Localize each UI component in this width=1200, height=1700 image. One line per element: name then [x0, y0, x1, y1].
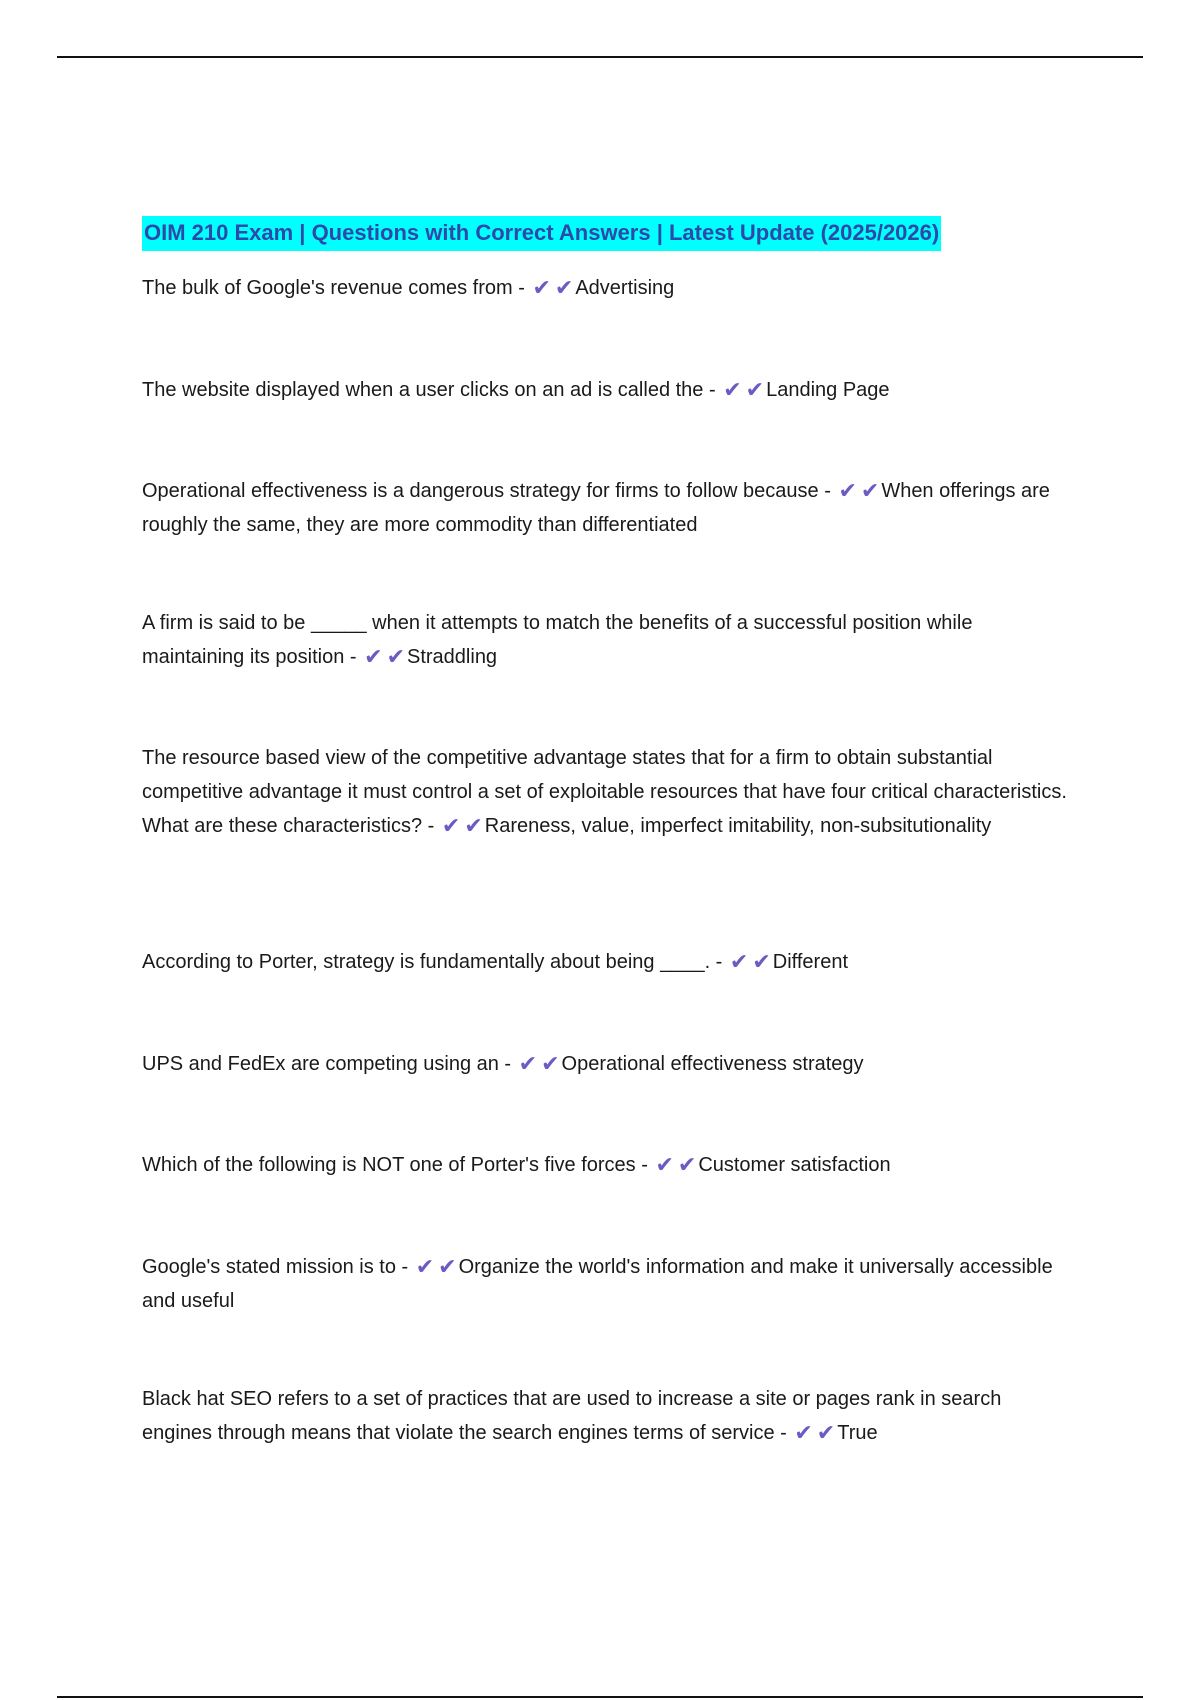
- question-text: UPS and FedEx are competing using an -: [142, 1053, 512, 1075]
- check-icon: ✔: [794, 1421, 813, 1446]
- check-icon: ✔: [838, 479, 857, 504]
- check-icon: ✔: [729, 950, 749, 975]
- check-icon: ✔: [532, 276, 551, 301]
- qa-item-6: [142, 945, 1072, 979]
- qa-item-10: [142, 1382, 1072, 1450]
- answer-text: Advertising: [575, 277, 675, 299]
- check-icon: ✔: [860, 479, 880, 504]
- qa-item-8: [142, 1148, 1072, 1182]
- check-icon: ✔: [752, 950, 771, 975]
- answer-text: True: [837, 1422, 878, 1444]
- qa-item-3: [142, 474, 1072, 542]
- qa-item-5: [142, 741, 1072, 843]
- answer-text: Straddling: [407, 646, 498, 668]
- check-icon: ✔: [386, 645, 405, 670]
- qa-item-7: [142, 1047, 1072, 1081]
- question-text: A firm is said to be _____ when it attempts to match the benefits of a successful position while maintaining its position -: [142, 612, 973, 668]
- check-icon: ✔: [464, 814, 483, 839]
- check-icon: ✔: [816, 1421, 836, 1446]
- answer-text: When offerings are roughly the same, they are more commodity than differentiated: [142, 480, 1050, 536]
- question-text: Google's stated mission is to -: [142, 1256, 409, 1278]
- document-title: OIM 210 Exam | Questions with Correct Answers | Latest Update (2025/2026): [142, 216, 941, 251]
- check-icon: ✔: [441, 814, 461, 839]
- check-icon: ✔: [541, 1052, 560, 1077]
- top-rule: [57, 56, 1143, 58]
- answer-text: Different: [772, 951, 849, 973]
- question-text: The bulk of Google's revenue comes from -: [142, 277, 525, 299]
- answer-text: Landing Page: [766, 379, 890, 401]
- question-text: Operational effectiveness is a dangerous strategy for firms to follow because -: [142, 480, 831, 502]
- check-icon: ✔: [518, 1052, 538, 1077]
- question-text: Which of the following is NOT one of Porter's five forces -: [142, 1154, 648, 1176]
- answer-text: Operational effectiveness strategy: [561, 1053, 864, 1075]
- answer-text: Rareness, value, imperfect imitability, non-subsitutionality: [484, 815, 992, 837]
- qa-item-4: [142, 606, 1072, 674]
- check-icon: ✔: [415, 1255, 435, 1280]
- answer-text: Customer satisfaction: [698, 1154, 891, 1176]
- question-text: The website displayed when a user clicks on an ad is called the -: [142, 379, 716, 401]
- question-text: Black hat SEO refers to a set of practices that are used to increase a site or pages rank in search engines through means that violate the search engines terms of service -: [142, 1388, 1002, 1444]
- check-icon: ✔: [364, 645, 383, 670]
- qa-item-1: [142, 271, 1072, 305]
- qa-item-2: [142, 373, 1072, 407]
- bottom-rule: [57, 1696, 1143, 1698]
- check-icon: ✔: [745, 378, 765, 403]
- qa-item-9: [142, 1250, 1072, 1318]
- check-icon: ✔: [438, 1255, 457, 1280]
- check-icon: ✔: [723, 378, 742, 403]
- question-text: According to Porter, strategy is fundamentally about being ____. -: [142, 951, 723, 973]
- answer-text: Organize the world's information and make it universally accessible and useful: [142, 1256, 1053, 1312]
- check-icon: ✔: [554, 276, 574, 301]
- question-text: The resource based view of the competitive advantage states that for a firm to obtain substantial competitive advantage it must control a set of exploitable resources that have four critical characteristics. What are these characteristics? -: [142, 747, 1067, 837]
- check-icon: ✔: [677, 1153, 697, 1178]
- check-icon: ✔: [655, 1153, 674, 1178]
